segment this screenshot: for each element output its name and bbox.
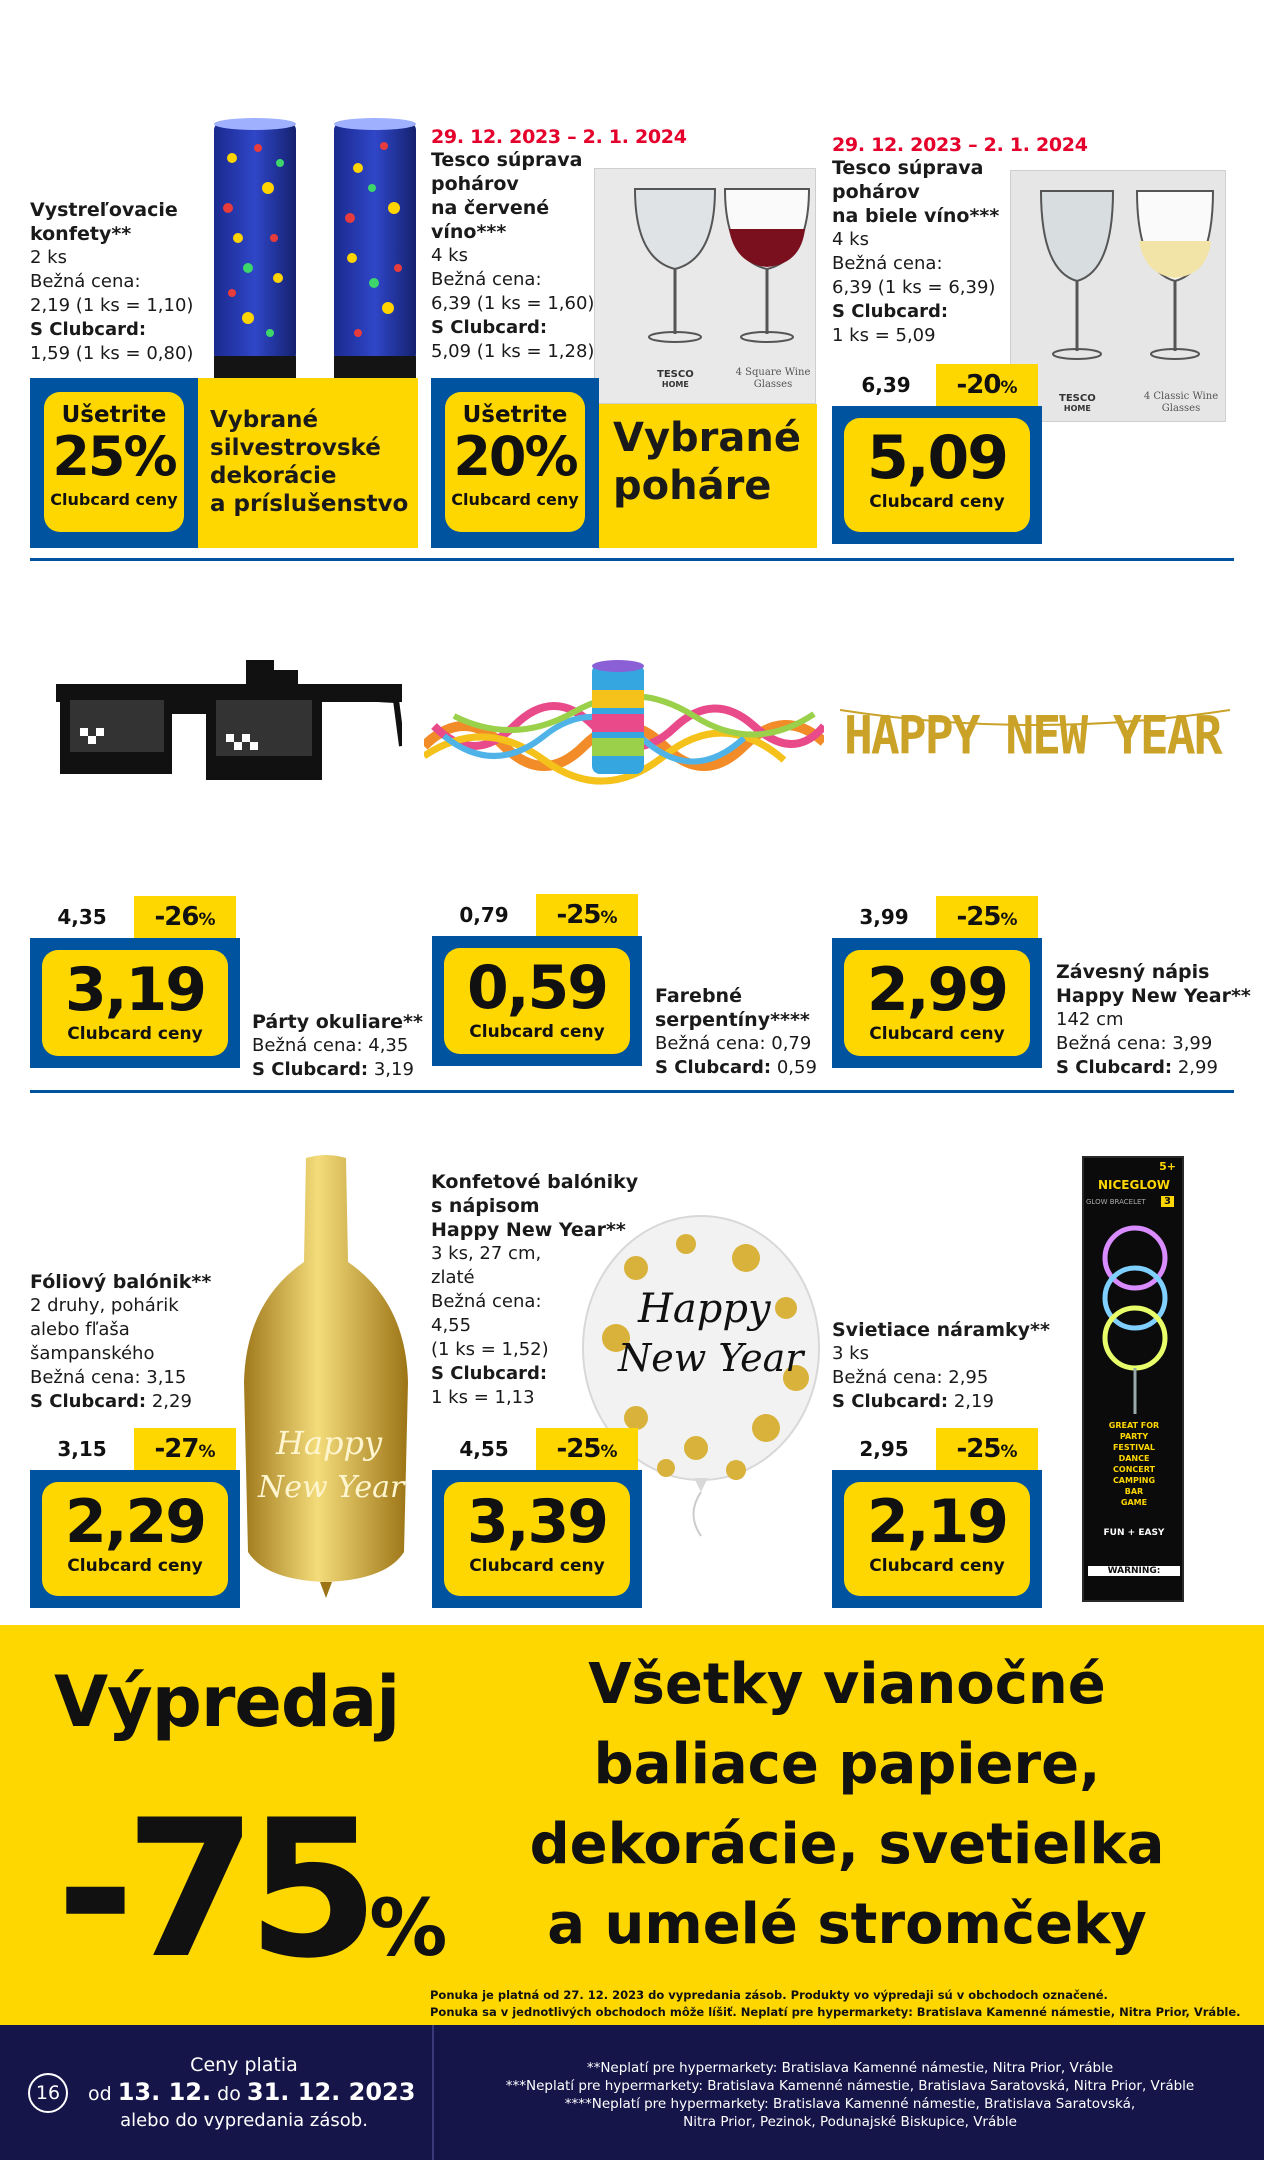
- regular-price-unit: (1 ks = 1,52): [431, 1339, 549, 1360]
- clubcard-caption: Clubcard ceny: [869, 1556, 1005, 1576]
- product-size: 142 cm: [1056, 1009, 1124, 1030]
- offer-date: 29. 12. 2023 – 2. 1. 2024: [832, 134, 1088, 156]
- clubcard-price-label: S Clubcard:: [655, 1057, 772, 1078]
- product-qty: 2 ks: [30, 247, 67, 268]
- discount-badge: [936, 896, 1038, 938]
- clubcard-caption: Clubcard ceny: [451, 490, 579, 509]
- savings-percent: 20%: [453, 425, 577, 488]
- product-title-line: Konfetové balóniky: [431, 1171, 639, 1193]
- regular-price-value: 2,95: [948, 1367, 989, 1388]
- page-number-value: 16: [35, 2082, 61, 2104]
- balloon-script: New Year: [258, 1470, 405, 1505]
- product-title-line: Tesco súprava: [431, 149, 583, 171]
- pack-line: FESTIVAL: [1112, 1443, 1156, 1452]
- page-number: [28, 2073, 68, 2113]
- clubcard-price-label: S Clubcard:: [832, 301, 949, 322]
- regular-price-label: Bežná cena:: [252, 1035, 363, 1056]
- product-title: Svietiace náramky**: [832, 1319, 1050, 1341]
- discount-value: -25: [556, 1434, 601, 1464]
- discount-percent: %: [198, 1442, 216, 1462]
- clubcard-price-label: S Clubcard:: [431, 1363, 548, 1384]
- savings-label: Ušetrite: [61, 402, 167, 428]
- discount-percent: %: [1000, 378, 1018, 398]
- pack-line: CONCERT: [1113, 1465, 1155, 1474]
- promo-glasses-tile: [599, 404, 817, 548]
- regular-price-value: 3,15: [146, 1367, 187, 1388]
- clubcard-caption: Clubcard ceny: [67, 1556, 203, 1576]
- box-label: 4 Square Wine Glasses: [735, 367, 811, 390]
- product-desc-line: alebo fľaša: [30, 1319, 130, 1340]
- old-price: 3,15: [57, 1437, 107, 1461]
- old-price: 2,95: [859, 1437, 909, 1461]
- footer-note: ****Neplatí pre hypermarkety: Bratislava Kamenné námestie, Bratislava Saratovská,: [564, 2096, 1136, 2112]
- sale-line: Všetky vianočné: [588, 1652, 1106, 1717]
- clubcard-price-value: 1 ks = 5,09: [832, 325, 936, 346]
- row-divider: [30, 1090, 1234, 1093]
- clubcard-price-block: [30, 938, 240, 1068]
- clubcard-caption: Clubcard ceny: [67, 1024, 203, 1044]
- regular-price-value: 0,79: [771, 1033, 812, 1054]
- savings-percent: 25%: [52, 425, 176, 488]
- clubcard-price-label: S Clubcard:: [832, 1391, 949, 1412]
- offer-date: 29. 12. 2023 – 2. 1. 2024: [431, 126, 687, 148]
- pixel-sunglasses-image: [56, 660, 402, 800]
- clubcard-price: 5,09: [866, 423, 1008, 493]
- clubcard-price: 2,99: [866, 955, 1008, 1025]
- old-price: 3,99: [859, 905, 909, 929]
- box-brand: TESCO: [1059, 393, 1096, 404]
- product-white-wine-glasses-text: [832, 134, 1088, 348]
- product-confetti-text: [30, 198, 210, 366]
- pack-warning: WARNING:: [1088, 1566, 1180, 1576]
- clubcard-price-block: [30, 1470, 240, 1608]
- banner-letters: HAPPY NEW YEAR: [844, 705, 1221, 767]
- product-title-line: serpentíny****: [655, 1009, 810, 1031]
- validity-to-prefix: do: [217, 2083, 241, 2105]
- clubcard-price-label: S Clubcard:: [431, 317, 548, 338]
- pack-age: 5+: [1159, 1160, 1176, 1173]
- validity-from-prefix: od: [88, 2083, 112, 2105]
- discount-percent: %: [600, 1442, 618, 1462]
- promo-line: Vybrané: [613, 415, 801, 461]
- regular-price-value: 6,39 (1 ks = 6,39): [832, 277, 996, 298]
- discount-badge: [536, 1428, 638, 1470]
- sale-line: baliace papiere,: [593, 1732, 1101, 1797]
- product-qty: 3 ks: [832, 1343, 869, 1364]
- clubcard-caption: Clubcard ceny: [869, 1024, 1005, 1044]
- discount-badge: [936, 1428, 1038, 1470]
- product-qty: 4 ks: [832, 229, 869, 250]
- product-title: Vystreľovacie konfety**: [30, 199, 178, 245]
- validity-to-date: 31. 12. 2023: [246, 2078, 416, 2106]
- pack-count: 3: [1161, 1196, 1174, 1207]
- pack-line: GREAT FOR: [1108, 1421, 1160, 1430]
- streamers-image: [424, 656, 824, 796]
- product-title-line: s nápisom: [431, 1195, 540, 1217]
- discount-percent: %: [1000, 910, 1018, 930]
- savings-label: Ušetrite: [462, 402, 568, 428]
- promo-decorations-tile: [198, 378, 418, 548]
- product-title: Fóliový balónik**: [30, 1271, 212, 1293]
- clubcard-caption: Clubcard ceny: [469, 1022, 605, 1042]
- discount-value: -25: [956, 902, 1001, 932]
- pack-line: BAR: [1124, 1487, 1144, 1496]
- white-wine-glasses-box-image: [1010, 170, 1226, 422]
- red-wine-glasses-box-image: [594, 168, 816, 404]
- old-price: 0,79: [459, 903, 509, 927]
- regular-price-label: Bežná cena:: [655, 1033, 766, 1054]
- discount-percent: %: [1000, 1442, 1018, 1462]
- footer-divider: [432, 2025, 434, 2160]
- regular-price-label: Bežná cena:: [30, 1367, 141, 1388]
- clubcard-price-value: 3,19: [373, 1059, 414, 1080]
- discount-percent: %: [198, 910, 216, 930]
- product-banner-text: [1056, 960, 1256, 1080]
- clubcard-price-block: [832, 938, 1042, 1068]
- clubcard-caption: Clubcard ceny: [469, 1556, 605, 1576]
- sale-percent-sign: %: [369, 1884, 448, 1974]
- champagne-bottle-balloon-image: [236, 1152, 416, 1600]
- product-title: Párty okuliare**: [252, 1011, 423, 1033]
- regular-price-value: 4,35: [368, 1035, 409, 1056]
- clubcard-price-label: S Clubcard:: [252, 1059, 369, 1080]
- product-streamers-text: [655, 984, 835, 1080]
- product-title-line: Farebné: [655, 985, 742, 1007]
- box-sub: HOME: [661, 380, 689, 389]
- discount-percent: %: [600, 908, 618, 928]
- promo-line: silvestrovské: [210, 435, 381, 461]
- wine-glass-icon: [595, 169, 817, 349]
- clubcard-price: 2,19: [866, 1487, 1008, 1557]
- regular-price-value: 6,39 (1 ks = 1,60): [431, 293, 595, 314]
- product-desc-line: 3 ks, 27 cm,: [431, 1243, 542, 1264]
- clubcard-price: 0,59: [466, 953, 608, 1023]
- confetti-cannons-image: [208, 118, 422, 408]
- promo-line: poháre: [613, 463, 772, 509]
- pack-brand: NICEGLOW: [1097, 1178, 1171, 1192]
- clubcard-price-value: 0,59: [776, 1057, 817, 1078]
- product-desc-line: 2 druhy, pohárik: [30, 1295, 179, 1316]
- balloon-script: New Year: [618, 1336, 804, 1380]
- footer-note: Nitra Prior, Pezinok, Podunajské Biskupice, Vráble: [683, 2114, 1017, 2130]
- pack-line: CAMPING: [1112, 1476, 1156, 1485]
- promo-line: a príslušenstvo: [210, 491, 409, 517]
- product-qty: 4 ks: [431, 245, 468, 266]
- product-glow-bracelets-text: [832, 1318, 1072, 1414]
- clubcard-price: 2,29: [64, 1487, 206, 1557]
- savings-badge-20: [431, 378, 599, 548]
- sale-note: Ponuka je platná od 27. 12. 2023 do vypredania zásob. Produkty vo výpredaji sú v obchodoch označené.: [430, 1988, 1108, 2002]
- product-title-line: Závesný nápis: [1056, 961, 1210, 983]
- discount-badge: [134, 896, 236, 938]
- promo-line: Vybrané: [210, 407, 319, 433]
- product-title-line: Happy New Year**: [431, 1219, 626, 1241]
- product-desc-line: šampanského: [30, 1343, 155, 1364]
- regular-price-value: 2,19 (1 ks = 1,10): [30, 295, 194, 316]
- glow-ring-icon: [1084, 1218, 1186, 1418]
- clubcard-price-value: 1 ks = 1,13: [431, 1387, 535, 1408]
- product-title-line: Tesco súprava: [832, 157, 984, 179]
- validity-until: alebo do vypredania zásob.: [120, 2110, 368, 2131]
- discount-badge: [936, 364, 1038, 406]
- clubcard-caption: Clubcard ceny: [869, 492, 1005, 512]
- old-price: 4,55: [459, 1437, 509, 1461]
- clubcard-price-value: 1,59 (1 ks = 0,80): [30, 343, 194, 364]
- box-sub: HOME: [1063, 404, 1091, 413]
- clubcard-price-block: [432, 1470, 642, 1608]
- pack-fun: FUN + EASY: [1103, 1528, 1165, 1538]
- pack-line: DANCE: [1118, 1454, 1150, 1463]
- clubcard-price-value: 2,19: [953, 1391, 994, 1412]
- product-sunglasses-text: [252, 1010, 432, 1082]
- box-brand: TESCO: [657, 369, 694, 380]
- product-foil-balloon-text: [30, 1270, 230, 1414]
- old-price: 4,35: [57, 905, 107, 929]
- clubcard-price-block: [832, 1470, 1042, 1608]
- sale-percent-value: -75: [56, 1779, 370, 2000]
- product-title-line: pohárov: [832, 181, 920, 203]
- validity-label: Ceny platia: [190, 2054, 298, 2076]
- box-label: 4 Classic Wine Glasses: [1143, 391, 1219, 414]
- clubcard-price-block: [832, 406, 1042, 544]
- discount-value: -25: [956, 1434, 1001, 1464]
- glow-bracelets-pack-image: [1082, 1156, 1184, 1602]
- clearance-sale-banner: [0, 1625, 1264, 2025]
- bottle-balloon-icon: [236, 1152, 416, 1600]
- sale-line: a umelé stromčeky: [547, 1892, 1147, 1957]
- pack-line: GAME: [1120, 1498, 1148, 1507]
- product-title-line: na biele víno***: [832, 205, 1000, 227]
- discount-value: -20: [956, 370, 1001, 400]
- discount-value: -26: [154, 902, 199, 932]
- page-footer: [0, 2025, 1264, 2160]
- product-red-wine-glasses-text: [431, 126, 687, 364]
- product-title-line: na červené: [431, 197, 550, 219]
- pack-sub: GLOW BRACELET: [1086, 1198, 1146, 1206]
- sale-title: Výpredaj: [54, 1661, 400, 1743]
- regular-price-label: Bežná cena:: [832, 253, 943, 274]
- regular-price-value: 4,55: [431, 1315, 472, 1336]
- regular-price-label: Bežná cena:: [30, 271, 141, 292]
- discount-badge: [536, 894, 638, 936]
- footer-note: **Neplatí pre hypermarkety: Bratislava Kamenné námestie, Nitra Prior, Vráble: [586, 2060, 1114, 2076]
- promo-line: dekorácie: [210, 463, 337, 489]
- sale-line: dekorácie, svetielka: [529, 1812, 1165, 1877]
- discount-badge: [134, 1428, 236, 1470]
- footer-note: ***Neplatí pre hypermarkety: Bratislava Kamenné námestie, Bratislava Saratovská, Nitra Prior, Vráble: [505, 2078, 1195, 2094]
- sale-note: Ponuka sa v jednotlivých obchodoch môže líšiť. Neplatí pre hypermarkety: Bratislava Kamenné námestie, Nitra Prior, Vráble.: [430, 2005, 1241, 2019]
- clubcard-price-label: S Clubcard:: [30, 319, 147, 340]
- clubcard-price-value: 5,09 (1 ks = 1,28): [431, 341, 595, 362]
- happy-new-year-banner-image: [840, 690, 1230, 790]
- balloon-script: Happy: [638, 1286, 771, 1332]
- row-divider: [30, 558, 1234, 561]
- clubcard-price: 3,19: [64, 955, 206, 1025]
- product-title-line: pohárov: [431, 173, 519, 195]
- clubcard-price-label: S Clubcard:: [30, 1391, 147, 1412]
- clubcard-caption: Clubcard ceny: [50, 490, 178, 509]
- product-title-line: Happy New Year**: [1056, 985, 1251, 1007]
- discount-value: -27: [154, 1434, 199, 1464]
- balloon-script: Happy: [276, 1424, 383, 1462]
- discount-value: -25: [556, 900, 601, 930]
- regular-price-label: Bežná cena:: [431, 1291, 542, 1312]
- regular-price-label: Bežná cena:: [431, 269, 542, 290]
- regular-price-value: 3,99: [1172, 1033, 1213, 1054]
- clubcard-price-block: [432, 936, 642, 1066]
- clubcard-price-value: 2,99: [1177, 1057, 1218, 1078]
- clubcard-price-value: 2,29: [151, 1391, 192, 1412]
- validity-from-date: 13. 12.: [117, 2078, 212, 2106]
- old-price: 6,39: [861, 373, 911, 397]
- clubcard-price-label: S Clubcard:: [1056, 1057, 1173, 1078]
- pack-line: PARTY: [1119, 1432, 1149, 1441]
- product-title-line: víno***: [431, 221, 507, 243]
- savings-badge-25: [30, 378, 198, 548]
- regular-price-label: Bežná cena:: [1056, 1033, 1167, 1054]
- product-desc-line: zlaté: [431, 1267, 475, 1288]
- clubcard-price: 3,39: [466, 1487, 608, 1557]
- regular-price-label: Bežná cena:: [832, 1367, 943, 1388]
- wine-glass-icon: [1011, 171, 1227, 371]
